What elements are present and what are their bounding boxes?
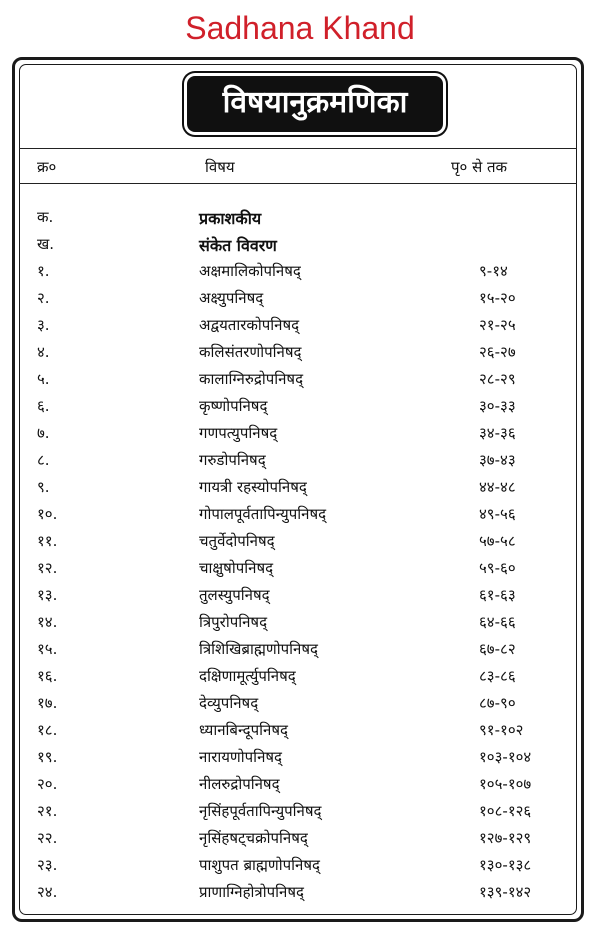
row-number: १०. (37, 505, 58, 523)
row-subject: कालाग्निरुद्रोपनिषद् (199, 370, 304, 388)
row-number: १५. (37, 640, 58, 658)
table-row (15, 475, 581, 502)
table-row (15, 826, 581, 853)
row-number: १२. (37, 559, 58, 577)
row-number: ३. (37, 316, 50, 334)
table-header (19, 148, 577, 184)
row-number: २. (37, 289, 50, 307)
table-row (15, 340, 581, 367)
row-pages: ९-१४ (479, 262, 508, 280)
table-row (15, 313, 581, 340)
table-row (15, 799, 581, 826)
row-number: १४. (37, 613, 58, 631)
table-row (15, 502, 581, 529)
row-subject: चाक्षुषोपनिषद् (199, 559, 274, 577)
row-number: ४. (37, 343, 50, 361)
table-row (15, 772, 581, 799)
row-number: २१. (37, 802, 58, 820)
row-pages: ४४-४८ (479, 478, 516, 496)
row-subject: चतुर्वेदोपनिषद् (199, 532, 275, 550)
row-number: ख. (37, 235, 55, 253)
toc-list (15, 205, 581, 907)
row-pages: १०८-१२६ (479, 802, 532, 820)
row-subject: प्राणाग्निहोत्रोपनिषद् (199, 883, 304, 901)
row-number: २४. (37, 883, 58, 901)
row-subject: त्रिशिखिब्राह्मणोपनिषद् (199, 640, 318, 658)
table-row (15, 529, 581, 556)
row-subject: गणपत्युपनिषद् (199, 424, 278, 442)
row-number: ९. (37, 478, 50, 496)
row-subject: अक्षमालिकोपनिषद् (199, 262, 301, 280)
row-subject: दक्षिणामूर्त्युपनिषद् (199, 667, 296, 685)
row-pages: ८३-८६ (479, 667, 516, 685)
row-subject: अद्वयतारकोपनिषद् (199, 316, 300, 334)
row-number: १३. (37, 586, 58, 604)
row-subject: ध्यानबिन्दूपनिषद् (199, 721, 288, 739)
row-pages: ९१-१०२ (479, 721, 524, 739)
row-pages: १२७-१२९ (479, 829, 532, 847)
table-row (15, 745, 581, 772)
row-pages: २८-२९ (479, 370, 516, 388)
row-number: १९. (37, 748, 58, 766)
toc-title-box (187, 76, 443, 132)
table-row (15, 286, 581, 313)
row-number: २३. (37, 856, 58, 874)
row-number: १८. (37, 721, 58, 739)
row-pages: ३४-३६ (479, 424, 516, 442)
row-subject: गोपालपूर्वतापिन्युपनिषद् (199, 505, 327, 523)
row-pages: ६१-६३ (479, 586, 516, 604)
table-row (15, 556, 581, 583)
table-row (15, 394, 581, 421)
row-pages: १३०-१३८ (479, 856, 532, 874)
row-subject: त्रिपुरोपनिषद् (199, 613, 268, 631)
table-row (15, 421, 581, 448)
row-number: ११. (37, 532, 58, 550)
page-title: Sadhana Khand (185, 10, 415, 46)
row-pages: १३९-१४२ (479, 883, 532, 901)
table-row (15, 259, 581, 286)
row-pages: ५७-५८ (479, 532, 516, 550)
table-row (15, 664, 581, 691)
table-row (15, 232, 581, 259)
table-row (15, 205, 581, 232)
column-header-pages: पृ० से तक (451, 158, 508, 176)
row-subject: नारायणोपनिषद् (199, 748, 283, 766)
row-number: ७. (37, 424, 50, 442)
row-subject: देव्युपनिषद् (199, 694, 259, 712)
row-number: १. (37, 262, 50, 280)
row-pages: ४९-५६ (479, 505, 516, 523)
table-row (15, 610, 581, 637)
row-pages: २१-२५ (479, 316, 516, 334)
row-subject: प्रकाशकीय (199, 209, 262, 228)
table-row (15, 718, 581, 745)
table-row (15, 880, 581, 907)
toc-frame (12, 57, 584, 922)
row-subject: नृसिंहपूर्वतापिन्युपनिषद् (199, 802, 322, 820)
table-row (15, 367, 581, 394)
row-number: ५. (37, 370, 50, 388)
row-number: १७. (37, 694, 58, 712)
row-pages: ६७-८२ (479, 640, 516, 658)
row-subject: नृसिंहषट्चक्रोपनिषद् (199, 829, 308, 847)
table-row (15, 583, 581, 610)
column-header-subject: विषय (205, 158, 235, 176)
row-pages: ८७-९० (479, 694, 516, 712)
row-number: १६. (37, 667, 58, 685)
row-pages: १०३-१०४ (479, 748, 532, 766)
row-subject: गरुडोपनिषद् (199, 451, 266, 469)
row-number: क. (37, 208, 54, 226)
table-row (15, 448, 581, 475)
row-subject: गायत्री रहस्योपनिषद् (199, 478, 307, 496)
row-subject: नीलरुद्रोपनिषद् (199, 775, 280, 793)
toc-title: विषयानुक्रमणिका (222, 85, 408, 120)
table-row (15, 691, 581, 718)
row-pages: ३०-३३ (479, 397, 516, 415)
row-subject: कलिसंतरणोपनिषद् (199, 343, 302, 361)
row-number: २०. (37, 775, 58, 793)
row-subject: अक्ष्युपनिषद् (199, 289, 264, 307)
row-subject: कृष्णोपनिषद् (199, 397, 268, 415)
row-pages: ३७-४३ (479, 451, 516, 469)
table-row (15, 853, 581, 880)
row-pages: ५९-६० (479, 559, 516, 577)
row-subject: संकेत विवरण (199, 236, 277, 255)
table-row (15, 637, 581, 664)
row-subject: पाशुपत ब्राह्मणोपनिषद् (199, 856, 321, 874)
row-subject: तुलस्युपनिषद् (199, 586, 270, 604)
column-header-sr: क्र० (37, 158, 57, 176)
row-pages: १०५-१०७ (479, 775, 532, 793)
row-pages: २६-२७ (479, 343, 516, 361)
row-number: २२. (37, 829, 58, 847)
row-number: ६. (37, 397, 50, 415)
row-pages: १५-२० (479, 289, 516, 307)
row-number: ८. (37, 451, 50, 469)
row-pages: ६४-६६ (479, 613, 516, 631)
